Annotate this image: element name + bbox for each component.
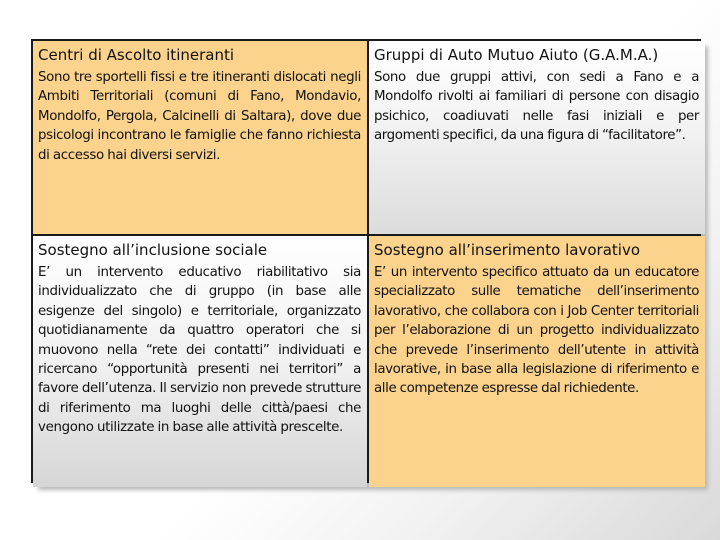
- services-table: [31, 39, 701, 483]
- cell-inclusione-sociale: [33, 236, 367, 487]
- cell-title: Centri di Ascolto itineranti: [38, 46, 235, 64]
- cell-title: Gruppi di Auto Mutuo Aiuto (G.A.M.A.): [374, 46, 659, 64]
- cell-body: Sono due gruppi attivi, con sedi a Fano e a Mondolfo rivolti ai familiari di persone con disagio psichico, coadiuvati nelle fasi iniziali e per argomenti specifici, da una figura di “facilitatore”.: [374, 70, 699, 144]
- cell-title: Sostegno all’inclusione sociale: [38, 241, 268, 259]
- cell-body: E’ un intervento educativo riabilitativo sia individualizzato che di gruppo (in base alle esigenze del singolo) e territoriale, organizzato quotidianamente da quattro operatori che si muovono nella “rete dei contatti” individuati e ricercano “opportunità presenti nei territori” a favore dell’utenza. Il servizio non prevede strutture di riferimento ma luoghi delle città/paesi che vengono utilizzate in base alle attività prescelte.: [38, 265, 361, 436]
- cell-gruppi-auto-mutuo-aiuto: [369, 41, 705, 234]
- cell-inserimento-lavorativo: [369, 236, 705, 487]
- cell-body: Sono tre sportelli fissi e tre itineranti dislocati negli Ambiti Territoriali (comuni di Fano, Mondavio, Mondolfo, Pergola, Calcinelli di Saltara), dove due psicologi incontrano le famiglie che fanno richiesta di accesso hai diversi servizi.: [38, 70, 361, 163]
- cell-title: Sostegno all’inserimento lavorativo: [374, 241, 640, 259]
- cell-body: E’ un intervento specifico attuato da un educatore specializzato sulle tematiche dell’inserimento lavorativo, che collabora con i Job Center territoriali per l’elaborazione di un progetto individualizzato che prevede l’inserimento dell’utente in attività lavorative, in base alla legislazione di riferimento e alle competenze espresse dal richiedente.: [374, 265, 699, 397]
- cell-centri-di-ascolto: [33, 41, 367, 234]
